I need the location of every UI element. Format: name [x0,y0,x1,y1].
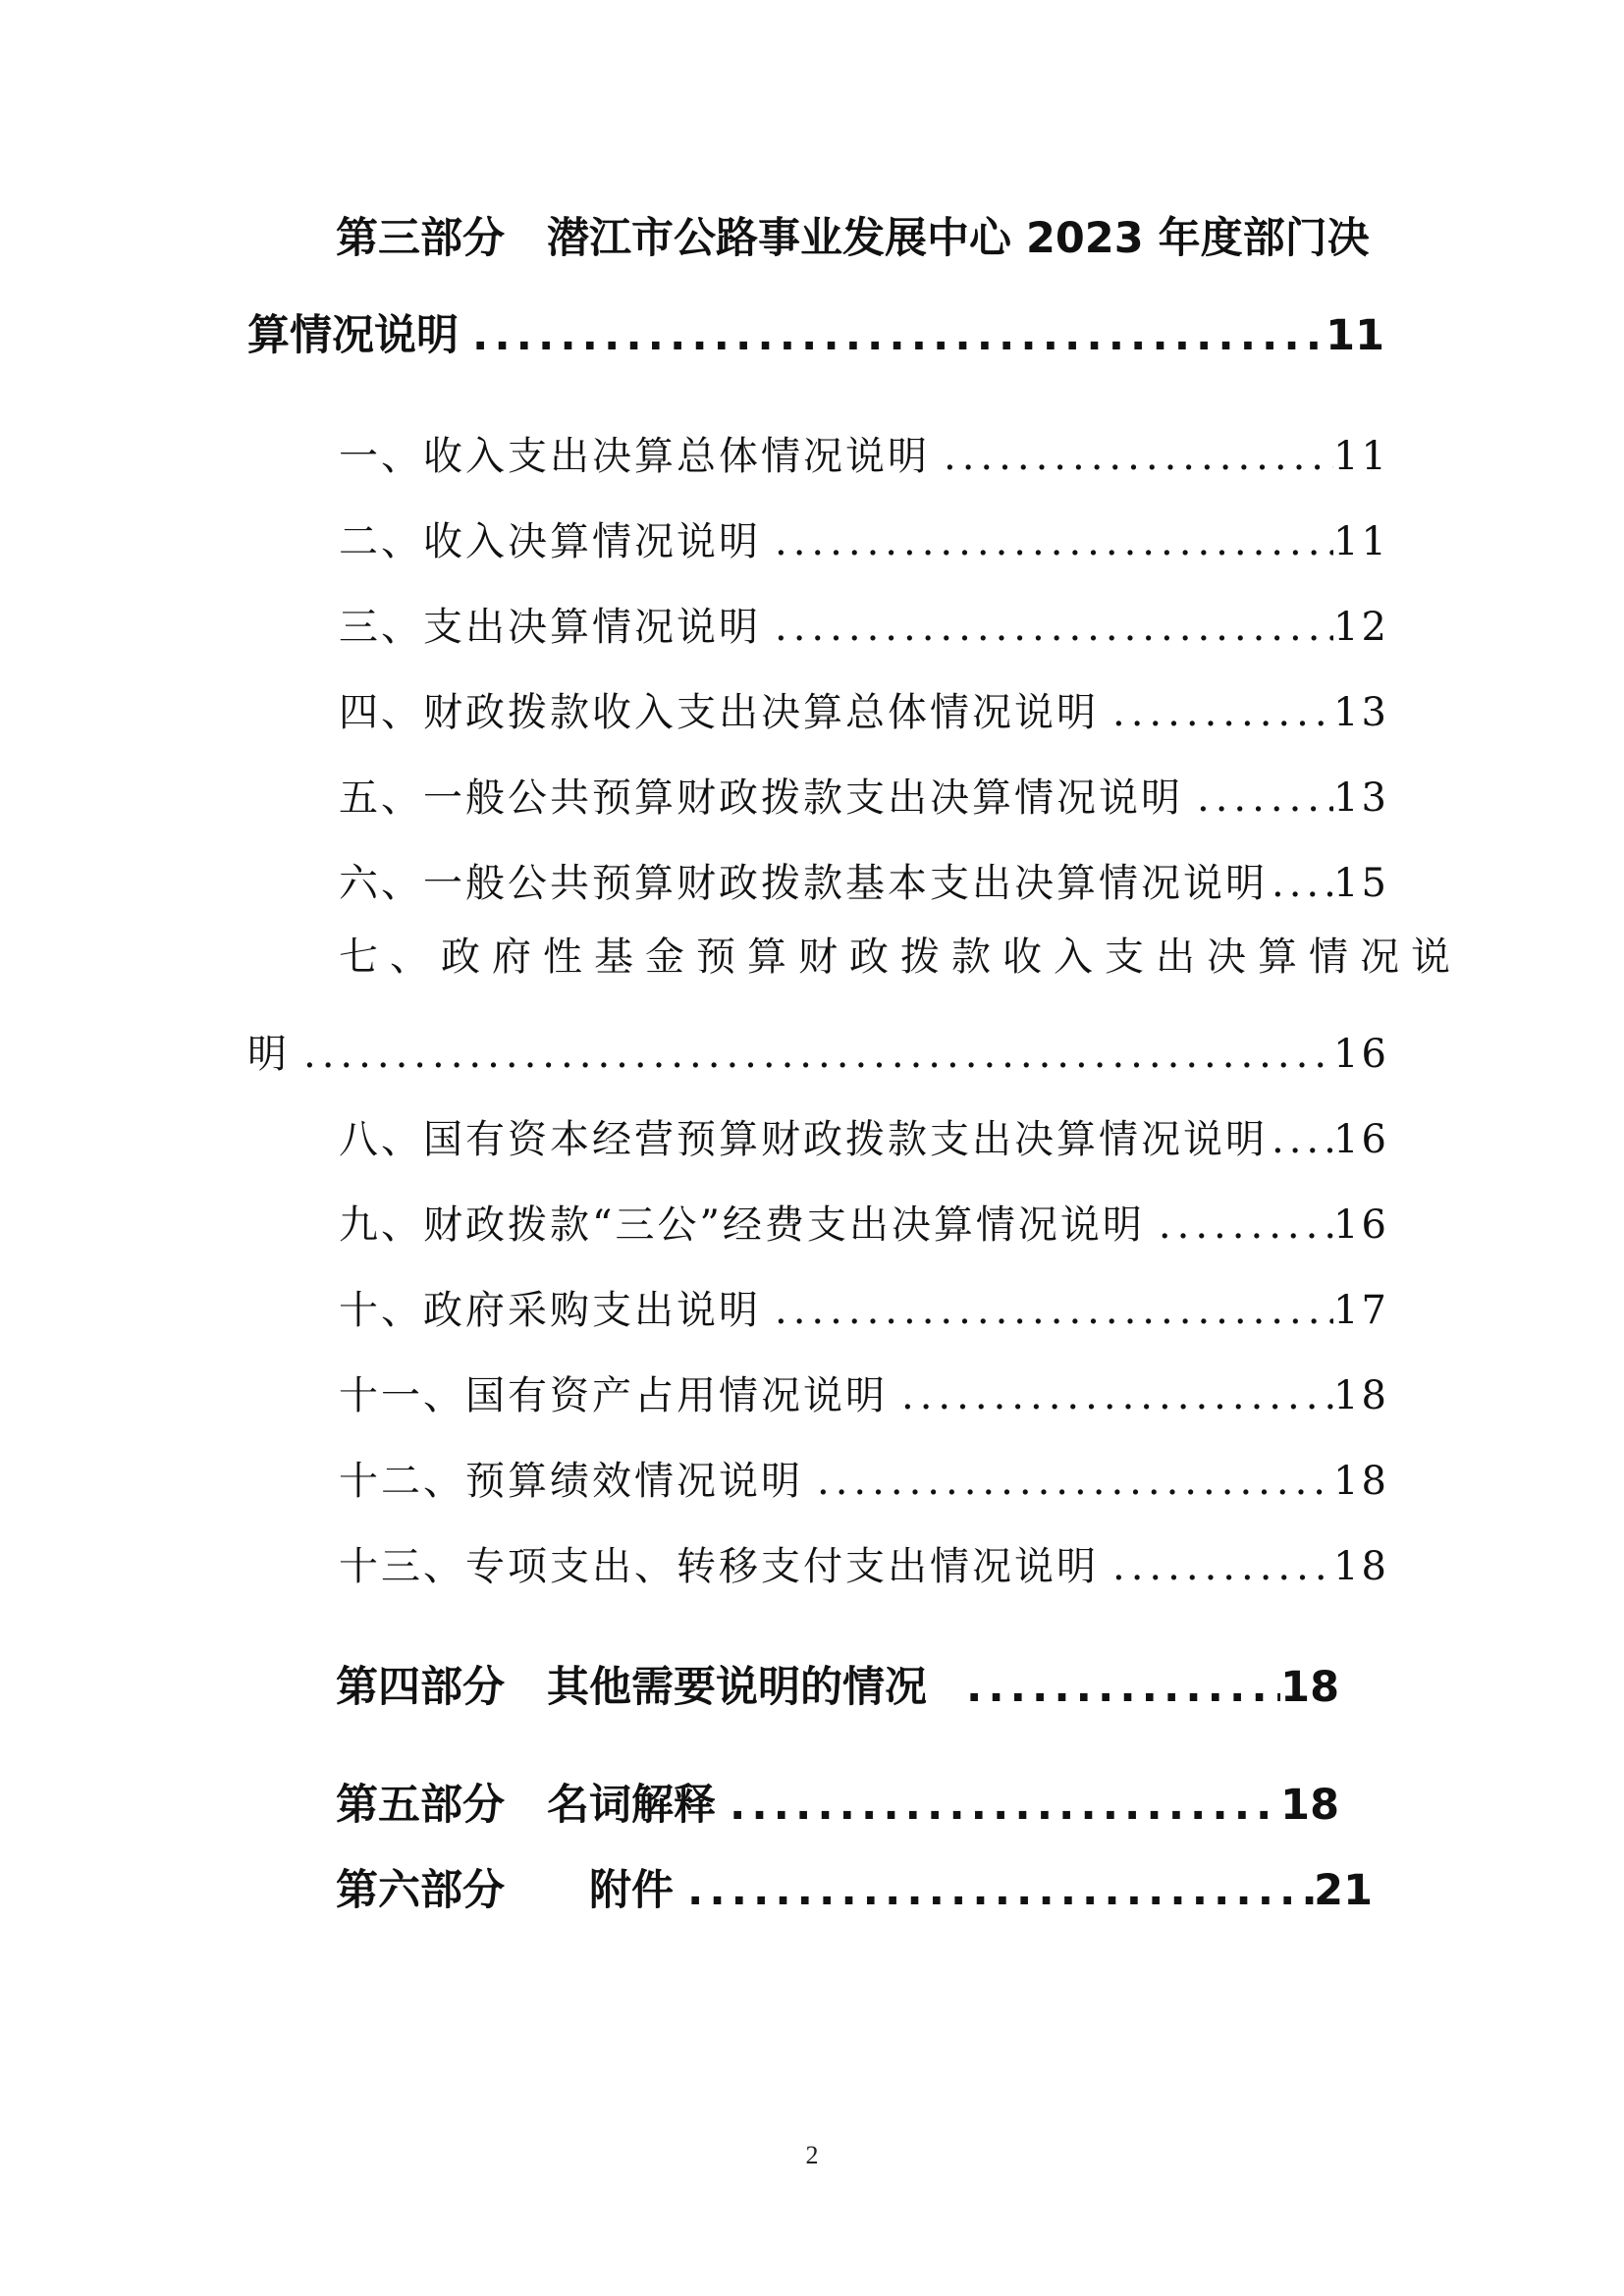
leader-dots [927,1663,1280,1712]
page-ref: 18 [1280,1663,1339,1712]
toc-entry-7-line2-row[interactable] [247,1023,1389,1079]
toc-entry-11[interactable] [339,1364,1389,1420]
page-ref: 18 [1333,1544,1389,1589]
toc-entry-6[interactable] [339,852,1389,908]
page-number: 2 [805,2141,819,2169]
toc-entry-label: 十三、专项支出、转移支付支出情况说明 [339,1544,1099,1589]
page-ref: 18 [1333,1459,1389,1504]
toc-part-4[interactable] [336,1654,1339,1714]
part3-title-line2: 算情况说明 [247,311,459,360]
toc-entry-label: 十一、国有资产占用情况说明 [339,1373,888,1418]
page-ref: 15 [1333,861,1389,906]
toc-entry-5[interactable] [339,767,1389,823]
toc-entry-9[interactable] [339,1194,1389,1250]
toc-entry-8[interactable] [339,1108,1389,1164]
page-ref: 16 [1333,1032,1389,1077]
page-ref: 17 [1333,1288,1389,1333]
page-ref: 16 [1333,1117,1389,1162]
page-ref: 11 [1333,519,1389,564]
leader-dots [459,311,1326,360]
toc-entry-label: 八、国有资本经营预算财政拨款支出决算情况说明 [339,1117,1268,1162]
toc-entry-10[interactable] [339,1279,1389,1335]
toc-part-label: 第五部分 名词解释 [336,1781,716,1830]
toc-entry-label: 九、财政拨款“三公”经费支出决算情况说明 [339,1202,1145,1248]
toc-entry-2[interactable] [339,510,1389,566]
toc-part-label: 第四部分 其他需要说明的情况 [336,1663,927,1712]
leader-dots [674,1866,1314,1915]
leader-dots [716,1781,1280,1830]
toc-entry-4[interactable] [339,681,1389,737]
toc-entry-12[interactable] [339,1450,1389,1506]
page-ref: 12 [1333,605,1389,650]
leader-dots [1099,1544,1333,1589]
page-ref: 18 [1280,1781,1339,1830]
leader-dots [761,1288,1333,1333]
page-ref: 13 [1333,690,1389,735]
toc-part-6[interactable] [336,1857,1373,1917]
leader-dots [761,605,1333,650]
toc-part-label: 第六部分 附件 [336,1866,674,1915]
leader-dots [290,1032,1333,1077]
toc-entry-label: 明 [247,1032,290,1077]
toc-entry-label: 十、政府采购支出说明 [339,1288,761,1333]
leader-dots [761,519,1333,564]
leader-dots [888,1373,1333,1418]
toc-entry-label: 五、一般公共预算财政拨款支出决算情况说明 [339,775,1183,821]
leader-dots [1268,861,1333,906]
toc-entry-label: 十二、预算绩效情况说明 [339,1459,803,1504]
page-ref: 21 [1314,1866,1373,1915]
toc-entry-7-line1[interactable]: 七、政府性基金预算财政拨款收入支出决算情况说 [339,934,1462,980]
leader-dots [1099,690,1333,735]
toc-entry-label: 一、收入支出决算总体情况说明 [339,434,930,479]
part3-title-line1[interactable]: 第三部分 潜江市公路事业发展中心 2023 年度部门决 [336,214,1370,263]
leader-dots [803,1459,1333,1504]
leader-dots [1183,775,1333,821]
toc-entry-13[interactable] [339,1535,1389,1591]
page-ref: 13 [1333,775,1389,821]
leader-dots [1145,1202,1333,1248]
toc-entry-label: 三、支出决算情况说明 [339,605,761,650]
toc-entry-label: 四、财政拨款收入支出决算总体情况说明 [339,690,1099,735]
page-ref: 18 [1333,1373,1389,1418]
page-ref: 11 [1333,434,1389,479]
toc-entry-3[interactable] [339,596,1389,652]
toc-part-5[interactable] [336,1772,1339,1832]
toc-entry-label: 六、一般公共预算财政拨款基本支出决算情况说明 [339,861,1268,906]
page-ref: 16 [1333,1202,1389,1248]
toc-entry-1[interactable] [339,425,1389,481]
leader-dots [1268,1117,1333,1162]
part3-title-line2-row[interactable] [247,302,1384,362]
toc-entry-label: 二、收入决算情况说明 [339,519,761,564]
page-ref: 11 [1326,311,1384,360]
leader-dots [930,434,1333,479]
